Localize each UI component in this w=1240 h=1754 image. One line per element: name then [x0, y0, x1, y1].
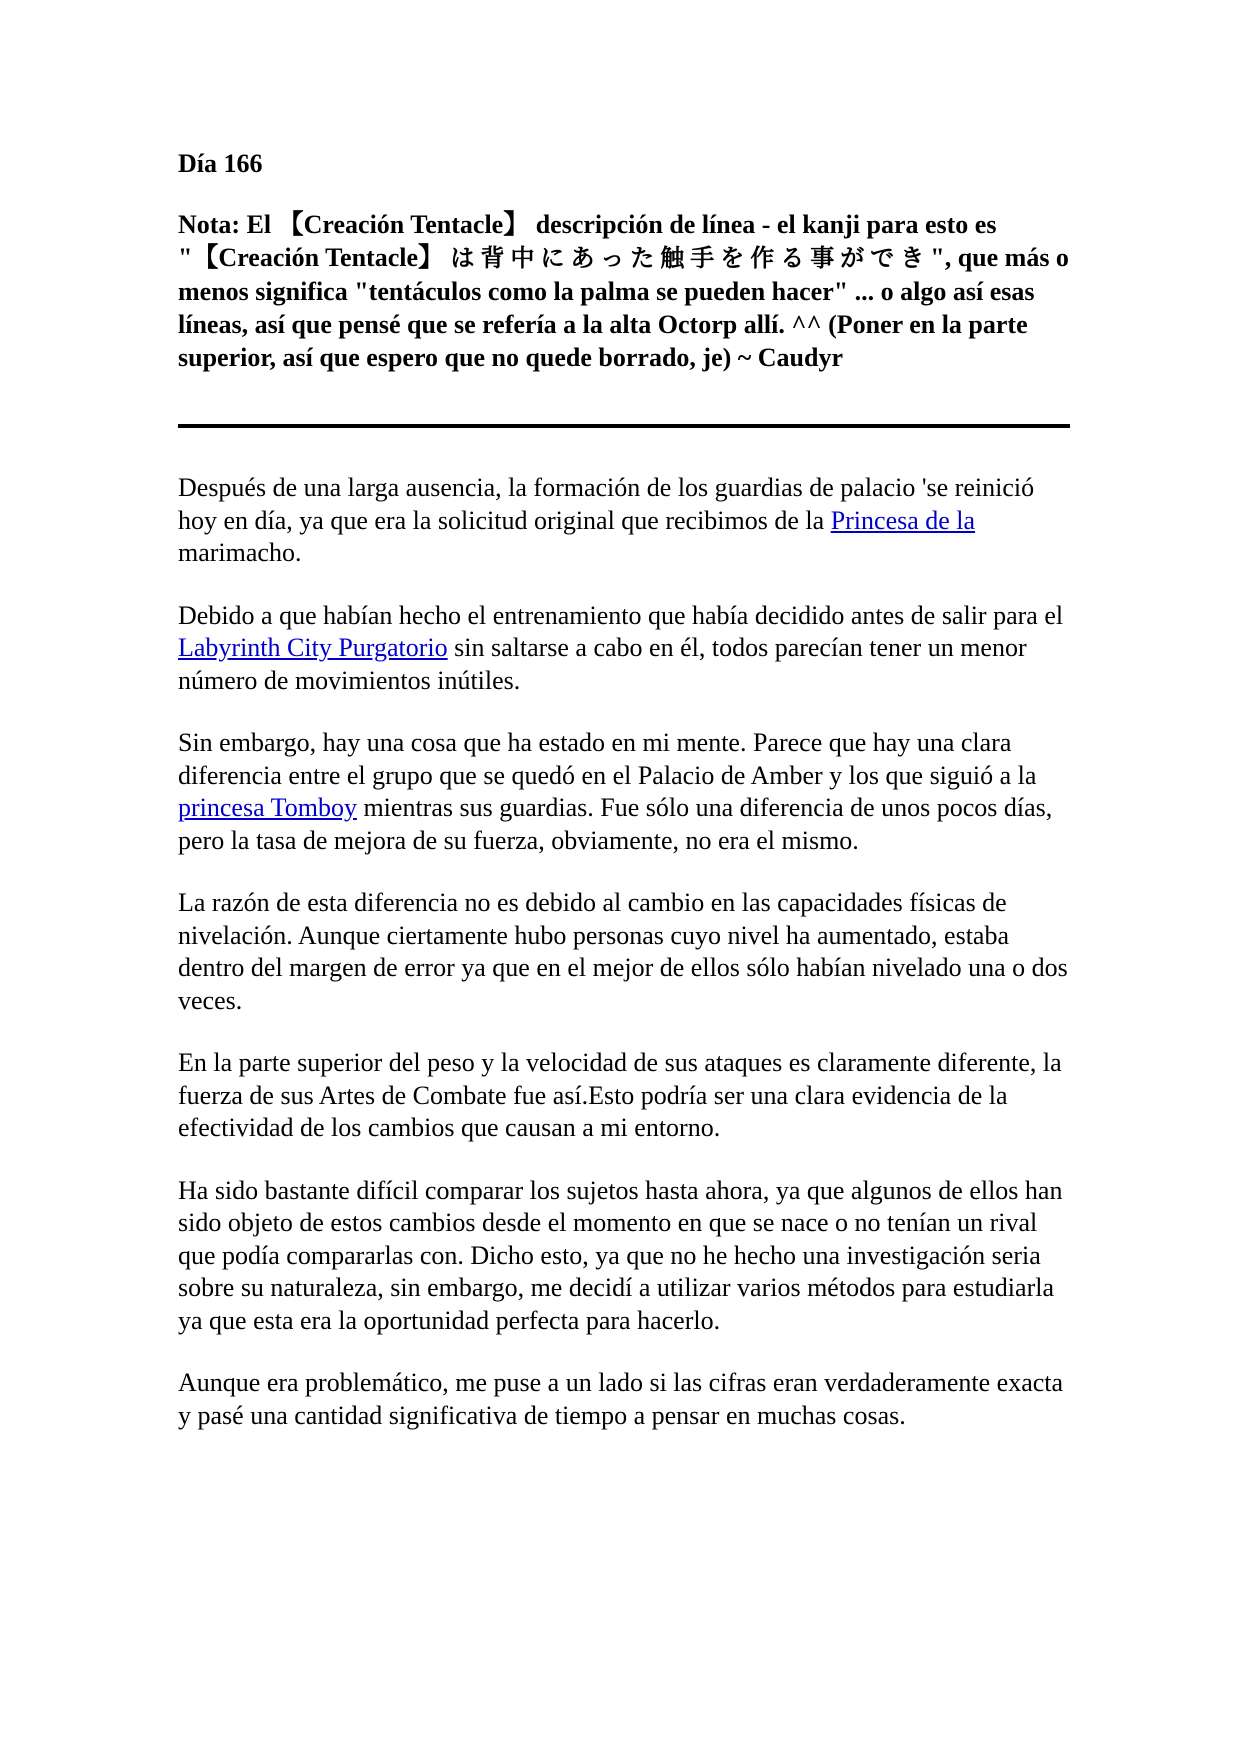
note-text-end: ", que más o menos significa "tentáculos como la palma se pueden hacer" ... o algo así esas líneas, así que pensé que se refería a la alta Octorp allí. ^^ (Poner en la parte superior, así que espero que no quede borrado, je) ~ Caudyr — [178, 243, 1069, 372]
labyrinth-city-link[interactable]: Labyrinth City Purgatorio — [178, 633, 448, 662]
page-title: Día 166 — [178, 149, 263, 178]
paragraph-4: La razón de esta diferencia no es debido al cambio en las capacidades físicas de nivelación. Aunque ciertamente hubo personas cuyo nivel ha aumentado, estaba dentro del margen de error ya que en el mejor de ellos sólo habían nivelado una o dos veces. — [178, 888, 1068, 1015]
note-text-start: Nota: El 【Creación Tentacle】 descripción de línea - el kanji para esto es "【Creación Tentacle】 — [178, 210, 997, 272]
paragraph-3-text-start: Sin embargo, hay una cosa que ha estado en mi mente. Parece que hay una clara diferencia entre el grupo que se quedó en el Palacio de Amber y los que siguió a la — [178, 728, 1037, 790]
translator-note — [178, 208, 1070, 374]
princesa-link[interactable]: Princesa de la — [830, 505, 976, 535]
paragraph-6: Ha sido bastante difícil comparar los sujetos hasta ahora, ya que algunos de ellos han sido objeto de estos cambios desde el momento en que se nace o no tenían un rival que podía compararlas con. Dicho esto, ya que no he hecho una investigación seria sobre su naturaleza, sin embargo, me decidí a utilizar varios métodos para estudiarla ya que esta era la oportunidad perfecta para hacerlo. — [178, 1175, 1063, 1335]
paragraph-1-text-start: Después de una larga ausencia, la formación de los guardias de palacio 'se reinició hoy en día, ya que era la solicitud original que recibimos de la — [178, 473, 1035, 535]
paragraph-7: Aunque era problemático, me puse a un lado si las cifras eran verdaderamente exacta y pasé una cantidad significativa de tiempo a pensar en muchas cosas. — [178, 1368, 1064, 1430]
note-japanese-text: は背中にあった触手を作る事ができ — [450, 244, 931, 272]
paragraph-2-text-end: sin saltarse a cabo en él, todos parecían tener un menor número de movimientos inútiles. — [178, 633, 1027, 695]
paragraph-5: En la parte superior del peso y la velocidad de sus ataques es claramente diferente, la fuerza de sus Artes de Combate fue así.Esto podría ser una clara evidencia de la efectividad de los cambios que causan a mi entorno. — [178, 1048, 1062, 1142]
princesa-tomboy-link[interactable]: princesa Tomboy — [178, 793, 357, 822]
paragraph-2 — [178, 600, 1070, 698]
paragraph-2-text-start: Debido a que habían hecho el entrenamiento que había decidido antes de salir para el — [178, 600, 1064, 630]
document-page — [178, 148, 1070, 1462]
paragraph-3-text-end: mientras sus guardias. Fue sólo una diferencia de unos pocos días, pero la tasa de mejora de su fuerza, obviamente, no era el mismo. — [178, 793, 1053, 855]
paragraph-1 — [178, 472, 1070, 570]
horizontal-divider — [178, 424, 1070, 428]
paragraph-1-text-end: marimacho. — [178, 538, 302, 567]
paragraph-3 — [178, 727, 1070, 857]
